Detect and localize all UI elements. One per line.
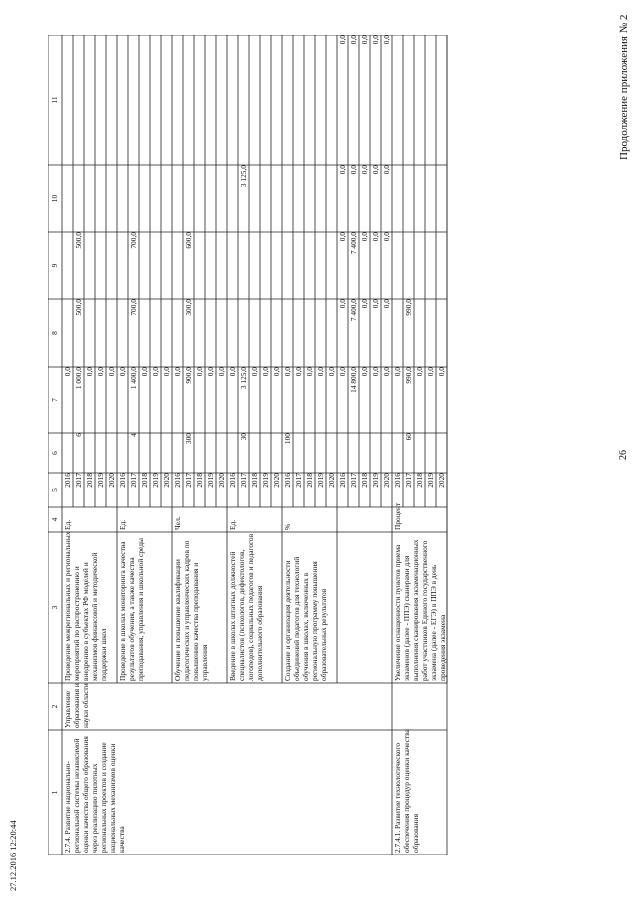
value-cell: 0,0 xyxy=(316,367,325,377)
value-cell xyxy=(326,230,337,299)
indicator-name: Увеличение оснащенности пунктов приема экзаменов (далее - ППЭ) сканерами для выполнения сканирования экзаменационных работ участников Единого государственного экзамена (далее - ЕГЭ) в ППЭ в день проведения экзамена xyxy=(393,539,447,681)
value-cell xyxy=(315,297,326,367)
value-cell xyxy=(62,230,73,299)
value-cell xyxy=(73,163,84,232)
indicator-unit: Процент xyxy=(393,503,402,530)
total-value-cell xyxy=(337,431,348,473)
value-cell xyxy=(183,163,194,232)
value-cell xyxy=(403,163,414,232)
value-cell xyxy=(205,163,216,232)
year-cell: 2019 xyxy=(151,473,160,488)
year-cell: 2016 xyxy=(63,473,72,488)
indicator-unit: Ед. xyxy=(118,519,127,530)
value-cell xyxy=(271,163,282,232)
value-cell: 700,0 xyxy=(129,232,138,249)
total-value-cell: 0,0 xyxy=(360,35,369,45)
value-cell xyxy=(392,431,403,473)
value-cell xyxy=(436,230,447,299)
indicator-name: Проведение межрегиональных и региональных мероприятий по распространению и внедрению в субъектах РФ моделей и механизмов финансовой и методической поддержки школ xyxy=(63,531,108,681)
value-cell xyxy=(117,163,128,232)
value-cell: 0,0 xyxy=(437,367,446,377)
value-cell xyxy=(304,33,315,165)
year-cell: 2017 xyxy=(239,473,248,488)
year-cell: 2018 xyxy=(250,473,259,488)
value-cell xyxy=(139,431,150,473)
total-value-cell xyxy=(348,431,359,473)
indicator-unit: Ед. xyxy=(228,519,237,530)
indicator-name: Введение в школах штатных должностей специалистов (психологов, дефектологов, логопедов), социальных педагогов и педагогов дополнительного образования xyxy=(228,533,264,681)
value-cell xyxy=(238,297,249,367)
value-cell xyxy=(150,230,161,299)
value-cell: 4 xyxy=(129,433,138,437)
indicator-name: Обучение и повышение квалификации педагогических и управленческих кадров по повышению качества преподавания и управления xyxy=(173,540,209,681)
value-cell xyxy=(161,431,172,473)
column-number-header: 4 xyxy=(50,517,59,522)
year-cell: 2017 xyxy=(184,473,193,488)
value-cell xyxy=(282,230,293,299)
value-cell xyxy=(62,33,73,165)
value-cell xyxy=(117,230,128,299)
value-cell xyxy=(62,431,73,473)
value-cell: 700,0 xyxy=(129,299,138,316)
value-cell xyxy=(304,230,315,299)
value-cell xyxy=(436,431,447,473)
value-cell xyxy=(106,33,117,165)
year-cell: 2016 xyxy=(173,473,182,488)
value-cell: 0,0 xyxy=(426,367,435,377)
value-cell xyxy=(216,163,227,232)
total-value-cell: 14 800,0 xyxy=(349,367,358,393)
column-number-header: 11 xyxy=(50,96,59,104)
value-cell xyxy=(392,163,403,232)
value-cell xyxy=(117,33,128,165)
value-cell xyxy=(84,163,95,232)
value-cell xyxy=(150,33,161,165)
value-cell xyxy=(150,297,161,367)
year-cell: 2017 xyxy=(404,473,413,488)
value-cell xyxy=(282,163,293,232)
value-cell xyxy=(62,163,73,232)
value-cell: 1 400,0 xyxy=(129,367,138,390)
value-cell xyxy=(260,230,271,299)
value-cell xyxy=(425,33,436,165)
year-cell: 2019 xyxy=(371,473,380,488)
total-value-cell: 0,0 xyxy=(349,165,358,175)
total-value-cell: 0,0 xyxy=(371,35,380,45)
value-cell: 3 125,0 xyxy=(239,165,248,188)
value-cell: 500,0 xyxy=(74,299,83,316)
value-cell xyxy=(304,431,315,473)
responsible-party: Управление образования и науки области xyxy=(63,683,90,728)
total-value-cell: 0,0 xyxy=(382,35,391,45)
year-cell: 2018 xyxy=(415,473,424,488)
indicator-name: Создание и организация деятельности объединений педагогов для технологий обучения в школах, включенных в региональную программу повышения образовательных результатов xyxy=(283,556,328,681)
value-cell xyxy=(183,33,194,165)
year-cell: 2017 xyxy=(74,473,83,488)
value-cell xyxy=(205,230,216,299)
value-cell xyxy=(282,33,293,165)
total-value-cell: 0,0 xyxy=(371,232,380,242)
value-cell xyxy=(216,33,227,165)
value-cell xyxy=(271,431,282,473)
value-cell xyxy=(392,230,403,299)
total-value-cell: 0,0 xyxy=(338,299,347,309)
value-cell xyxy=(326,431,337,473)
value-cell: 0,0 xyxy=(217,367,226,377)
value-cell xyxy=(172,297,183,367)
year-cell: 2020 xyxy=(107,473,116,488)
value-cell xyxy=(282,297,293,367)
value-cell xyxy=(194,230,205,299)
value-cell xyxy=(425,431,436,473)
value-cell: 0,0 xyxy=(206,367,215,377)
value-cell xyxy=(238,230,249,299)
value-cell: 0,0 xyxy=(162,367,171,377)
value-cell xyxy=(304,163,315,232)
value-cell xyxy=(260,431,271,473)
year-cell: 2020 xyxy=(217,473,226,488)
total-value-cell: 0,0 xyxy=(371,367,380,377)
year-cell: 2017 xyxy=(129,473,138,488)
value-cell xyxy=(315,33,326,165)
column-number-header: 5 xyxy=(50,488,59,492)
value-cell xyxy=(249,163,260,232)
value-cell xyxy=(172,33,183,165)
value-cell xyxy=(293,297,304,367)
total-value-cell: 0,0 xyxy=(360,232,369,242)
value-cell xyxy=(117,297,128,367)
value-cell: 300,0 xyxy=(184,299,193,316)
value-cell: 0,0 xyxy=(96,367,105,377)
value-cell xyxy=(414,163,425,232)
value-cell: 0,0 xyxy=(228,367,237,377)
value-cell xyxy=(403,33,414,165)
column-number-header: 8 xyxy=(50,331,59,335)
total-value-cell: 0,0 xyxy=(360,299,369,309)
year-cell: 2016 xyxy=(283,473,292,488)
value-cell xyxy=(205,33,216,165)
value-cell xyxy=(150,163,161,232)
column-number-header: 10 xyxy=(50,194,59,203)
value-cell xyxy=(194,33,205,165)
value-cell xyxy=(106,297,117,367)
total-value-cell xyxy=(381,431,392,473)
value-cell: 0,0 xyxy=(63,367,72,377)
value-cell xyxy=(315,431,326,473)
value-cell: 0,0 xyxy=(327,367,336,377)
value-cell xyxy=(238,33,249,165)
column-number-header: 3 xyxy=(50,605,59,610)
value-cell: 0,0 xyxy=(415,367,424,377)
year-cell: 2018 xyxy=(140,473,149,488)
value-cell xyxy=(62,297,73,367)
value-cell xyxy=(436,297,447,367)
total-value-cell: 0,0 xyxy=(360,165,369,175)
value-cell: 0,0 xyxy=(195,367,204,377)
value-cell xyxy=(249,33,260,165)
total-value-cell: 0,0 xyxy=(382,299,391,309)
total-value-cell: 0,0 xyxy=(371,165,380,175)
value-cell xyxy=(216,230,227,299)
value-cell xyxy=(95,230,106,299)
total-value-cell: 0,0 xyxy=(371,299,380,309)
value-cell xyxy=(392,297,403,367)
value-cell xyxy=(436,163,447,232)
year-cell: 2020 xyxy=(437,473,446,488)
value-cell xyxy=(106,431,117,473)
value-cell xyxy=(150,431,161,473)
value-cell: 0,0 xyxy=(272,367,281,377)
responsible-party xyxy=(392,679,449,730)
value-cell: 0,0 xyxy=(107,367,116,377)
value-cell xyxy=(161,230,172,299)
value-cell: 1 000,0 xyxy=(74,367,83,390)
continuation-title: Продолжение приложения № 2 xyxy=(618,14,630,160)
value-cell xyxy=(260,297,271,367)
value-cell xyxy=(139,297,150,367)
year-cell: 2019 xyxy=(96,473,105,488)
year-cell: 2020 xyxy=(272,473,281,488)
total-value-cell: 0,0 xyxy=(360,367,369,377)
column-number-header: 9 xyxy=(50,263,59,268)
total-value-cell: 0,0 xyxy=(338,367,347,377)
value-cell xyxy=(227,33,238,165)
value-cell: 30 xyxy=(239,433,248,441)
value-cell: 0,0 xyxy=(393,367,402,377)
value-cell xyxy=(414,33,425,165)
value-cell xyxy=(249,431,260,473)
year-cell: 2017 xyxy=(294,473,303,488)
value-cell xyxy=(326,33,337,165)
value-cell xyxy=(392,33,403,165)
total-value-cell: 0,0 xyxy=(338,232,347,242)
year-cell: 2018 xyxy=(305,473,314,488)
total-value-cell: 0,0 xyxy=(382,367,391,377)
year-cell: 2019 xyxy=(316,473,325,488)
total-value-cell xyxy=(359,431,370,473)
value-cell xyxy=(436,33,447,165)
value-cell xyxy=(161,33,172,165)
value-cell xyxy=(425,163,436,232)
indicator-unit: Чел. xyxy=(173,516,182,530)
value-cell xyxy=(161,297,172,367)
value-cell xyxy=(293,163,304,232)
value-cell xyxy=(425,297,436,367)
value-cell xyxy=(194,163,205,232)
value-cell xyxy=(227,163,238,232)
year-cell: 2017 xyxy=(349,473,358,488)
value-cell xyxy=(425,230,436,299)
value-cell xyxy=(194,431,205,473)
value-cell xyxy=(172,163,183,232)
year-cell: 2018 xyxy=(85,473,94,488)
value-cell xyxy=(205,431,216,473)
value-cell xyxy=(249,230,260,299)
year-cell: 2018 xyxy=(360,473,369,488)
value-cell xyxy=(161,163,172,232)
value-cell xyxy=(414,431,425,473)
column-number-header: 2 xyxy=(50,704,59,709)
value-cell xyxy=(260,33,271,165)
value-cell xyxy=(271,230,282,299)
value-cell xyxy=(403,230,414,299)
year-cell: 2020 xyxy=(327,473,336,488)
value-cell: 990,0 xyxy=(404,367,413,384)
value-cell xyxy=(315,163,326,232)
section-title: 2.7.4. Развитие национально-региональной системы независимой оценки качества общего образования через реализацию пилотных региональных проектов и создание национальных механизмов оценки качества xyxy=(63,736,126,853)
total-value-cell: 7 400,0 xyxy=(349,299,358,322)
value-cell: 0,0 xyxy=(294,367,303,377)
value-cell: 0,0 xyxy=(140,367,149,377)
value-cell xyxy=(172,230,183,299)
value-cell xyxy=(293,230,304,299)
value-cell xyxy=(194,297,205,367)
year-cell: 2020 xyxy=(382,473,391,488)
year-cell: 2018 xyxy=(195,473,204,488)
value-cell xyxy=(304,297,315,367)
year-cell: 2016 xyxy=(338,473,347,488)
value-cell xyxy=(95,33,106,165)
total-value-cell: 0,0 xyxy=(382,232,391,242)
column-number-header: 1 xyxy=(50,790,59,795)
value-cell: 990,0 xyxy=(404,299,413,316)
total-value-cell: 0,0 xyxy=(382,165,391,175)
value-cell xyxy=(95,163,106,232)
value-cell xyxy=(227,431,238,473)
value-cell xyxy=(326,297,337,367)
value-cell xyxy=(414,230,425,299)
indicator-unit: Ед. xyxy=(63,519,72,530)
indicator-name: Проведение в школах мониторинга качества результатов обучения, а также качества преподавания, управления и школьной среды xyxy=(118,538,145,681)
value-cell xyxy=(293,431,304,473)
value-cell xyxy=(84,297,95,367)
page-number: 26 xyxy=(618,450,629,460)
year-cell: 2019 xyxy=(206,473,215,488)
value-cell xyxy=(128,33,139,165)
value-cell xyxy=(293,33,304,165)
value-cell: 0,0 xyxy=(118,367,127,377)
value-cell xyxy=(326,163,337,232)
value-cell: 6 xyxy=(74,433,83,437)
value-cell xyxy=(106,163,117,232)
year-cell: 2020 xyxy=(162,473,171,488)
value-cell xyxy=(216,431,227,473)
value-cell: 0,0 xyxy=(250,367,259,377)
value-cell xyxy=(315,230,326,299)
value-cell: 0,0 xyxy=(283,367,292,377)
value-cell xyxy=(128,163,139,232)
total-value-cell: 0,0 xyxy=(349,35,358,45)
value-cell xyxy=(216,297,227,367)
value-cell: 0,0 xyxy=(261,367,270,377)
value-cell xyxy=(84,33,95,165)
value-cell xyxy=(106,230,117,299)
indicator-unit: % xyxy=(283,523,292,530)
value-cell xyxy=(271,33,282,165)
value-cell xyxy=(414,297,425,367)
section-title: 2.7.4.1. Развитие технологического обеспечения процедур оценки качества образования xyxy=(393,729,420,853)
value-cell: 100 xyxy=(283,433,292,445)
print-timestamp: 27.12.2016 12:20:44 xyxy=(8,820,18,891)
value-cell xyxy=(84,431,95,473)
value-cell: 900,0 xyxy=(184,367,193,384)
year-cell: 2019 xyxy=(261,473,270,488)
column-number-header: 7 xyxy=(50,398,59,402)
value-cell: 500,0 xyxy=(74,232,83,249)
value-cell: 0,0 xyxy=(173,367,182,377)
value-cell xyxy=(249,297,260,367)
value-cell xyxy=(117,431,128,473)
value-cell xyxy=(260,163,271,232)
total-value-cell: 7 400,0 xyxy=(349,232,358,255)
value-cell: 600,0 xyxy=(184,232,193,249)
value-cell xyxy=(95,431,106,473)
program-table xyxy=(48,35,593,855)
value-cell: 0,0 xyxy=(305,367,314,377)
value-cell: 60 xyxy=(404,433,413,441)
year-cell: 2019 xyxy=(426,473,435,488)
value-cell xyxy=(227,230,238,299)
value-cell xyxy=(139,230,150,299)
value-cell xyxy=(172,431,183,473)
value-cell xyxy=(139,163,150,232)
total-value-cell xyxy=(370,431,381,473)
year-cell: 2016 xyxy=(393,473,402,488)
value-cell: 0,0 xyxy=(151,367,160,377)
value-cell xyxy=(205,297,216,367)
value-cell xyxy=(227,297,238,367)
year-cell: 2016 xyxy=(118,473,127,488)
value-cell xyxy=(139,33,150,165)
value-cell: 0,0 xyxy=(85,367,94,377)
value-cell xyxy=(73,33,84,165)
value-cell: 3 125,0 xyxy=(239,367,248,390)
value-cell xyxy=(84,230,95,299)
total-value-cell: 0,0 xyxy=(338,165,347,175)
year-cell: 2016 xyxy=(228,473,237,488)
value-cell: 300 xyxy=(184,433,193,445)
value-cell xyxy=(271,297,282,367)
column-number-header: 6 xyxy=(50,451,59,455)
total-value-cell: 0,0 xyxy=(338,35,347,45)
value-cell xyxy=(95,297,106,367)
